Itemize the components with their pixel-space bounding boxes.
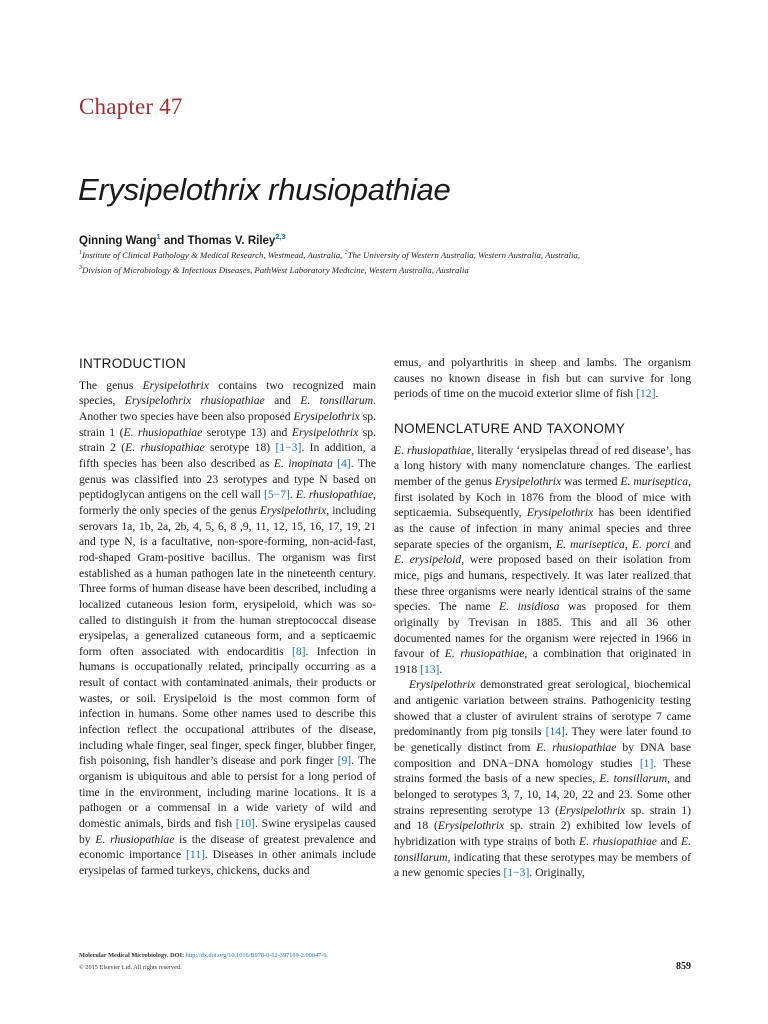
italic-term: E. muriseptica — [620, 474, 689, 488]
italic-term: E. erysipeloid — [394, 553, 462, 567]
text-run: sp. strain 1) and 18 ( — [394, 803, 691, 833]
right-column — [394, 355, 691, 881]
affiliation-marker[interactable]: 1 — [156, 232, 161, 241]
text-run: . — [655, 387, 659, 401]
citation-link[interactable]: [9] — [337, 754, 352, 768]
italic-term: Erysipelothrix — [494, 474, 562, 488]
nomenclature-body — [394, 443, 691, 881]
left-column — [79, 356, 376, 879]
text-run: . Diseases in other animals include erysipelas of farmed turkeys, chickens, ducks and — [79, 848, 376, 877]
italic-term: E. rhusiopathiae — [579, 835, 657, 849]
text-run: . The organism is ubiquitous and able to persist for a long period of time in the environment, including marine locations. It is a pathogen or a commensal in a wide variety of wild and domestic animals, birds and fish — [79, 754, 376, 831]
section-heading-nomenclature: NOMENCLATURE AND TAXONOMY — [394, 420, 626, 436]
text-run: demonstrated great serological, biochemical and antigenic variation between strains. Pathogenicity testing showed that a cluster of avirulent strains of serotype 7 came predominantly from pig tonsils — [394, 678, 691, 739]
text-run: . Swine erysipelas caused by — [79, 817, 376, 846]
italic-term: E. inopinata — [273, 456, 333, 470]
chapter-label: Chapter 47 — [79, 94, 183, 119]
footer-doi-link[interactable]: http://dx.doi.org/10.1016/B978-0-12-397169-2.00047-0 — [185, 952, 327, 959]
text-run: . Another two species have been also proposed — [79, 394, 376, 423]
text-run: . — [439, 662, 443, 676]
page-number: 859 — [676, 961, 691, 972]
text-run: , including serovars 1a, 1b, 2a, 2b, 4, 5, 6, 8 ,9, 11, 12, 15, 16, 17, 19, 21 and type N, is a facultative, non-spore-forming, non-acid-fast, rod-shaped Gram-positive bacillus. The organism was first established as a human pathogen late in the nineteenth century. Three forms of human disease have been described, including a localized cutaneous lesion form, erysipeloid, which was so-called to distinguish it from the human streptococcal disease erysipelas, a generalized cutaneous form, and a septicaemic form often associated with endocarditis — [79, 503, 376, 658]
affiliation-marker[interactable]: 2,3 — [275, 232, 286, 241]
text-run: . Infection in humans is occupationally related, principally occurring as a result of contact with contaminated animals, their products or wastes, or soil. Erysipeloid is the most common form of infection in humans. Some other names used to describe this infection reflect the occupational attributes of the disease, including whale finger, seal finger, speck finger, blubber finger, fish poisoning, fish handler’s disease and pork finger — [79, 644, 376, 768]
italic-term: Erysipelothrix — [259, 503, 327, 517]
italic-term: Erysipelothrix — [291, 425, 359, 439]
author-separator: and — [160, 234, 188, 247]
affiliation-line-1 — [79, 250, 580, 260]
footer-copyright: © 2015 Elsevier Ltd. All rights reserved. — [79, 964, 182, 971]
citation-link[interactable]: [11] — [186, 848, 205, 862]
citation-link[interactable]: [1−3] — [503, 866, 530, 880]
italic-term: E. tonsillarum — [394, 835, 691, 864]
text-run: was proposed for them originally by Trevisan in 1885. This and all 36 other documented names for the organism were rejected in 1966 in favour of — [394, 600, 691, 661]
italic-term: E. rhusiopathiae — [125, 441, 205, 455]
text-run: was termed — [561, 474, 621, 488]
citation-link[interactable]: [8] — [292, 644, 306, 658]
section-heading-introduction: INTRODUCTION — [79, 356, 187, 371]
italic-term: E. rhusiopathiae — [444, 647, 525, 661]
text-run: , and belonged to serotypes 3, 7, 10, 14, 20, 22 and 23. Some other strains representing serotype 13 ( — [394, 772, 691, 817]
text-run: , literally ‘erysipelas thread of red disease’, has a long history with many nomenclature changes. The earliest member of the genus — [394, 443, 691, 488]
text-run: by DNA base composition and DNA−DNA homology studies — [394, 741, 691, 770]
article-title: Erysipelothrix rhusiopathiae — [78, 172, 451, 207]
italic-term: E. porci — [631, 537, 671, 551]
text-run: . These strains formed the basis of a new species, — [394, 756, 691, 786]
text-run: . They were later found to be genetically distinct from — [394, 725, 691, 755]
text-run: serotype 18) — [204, 441, 276, 455]
citation-link[interactable]: [1−3] — [275, 441, 302, 455]
footer-journal: Molecular Medical Microbiology. DOI: — [79, 952, 186, 959]
italic-term: E. rhusiopathiae — [95, 832, 175, 846]
author-list — [79, 232, 286, 247]
italic-term: E. rhusiopathiae — [394, 443, 472, 457]
italic-term: E. insidiosa — [499, 600, 560, 614]
introduction-body — [79, 378, 376, 879]
text-run: contains two recognized main species, — [79, 378, 377, 408]
text-run: emus, and polyarthritis in sheep and lambs. The organism causes no known disease in fish but can survive for long periods of time on the mucoid exterior slime of fish — [394, 356, 691, 401]
citation-link[interactable]: [14] — [545, 725, 565, 739]
italic-term: E. tonsillarum — [599, 772, 668, 786]
text-run: has been identified as the cause of infection in many animal species and three separate species of the organism, — [394, 506, 691, 551]
citation-link[interactable]: [13] — [420, 662, 440, 676]
text-run: . — [289, 488, 296, 502]
italic-term: Erysipelothrix — [559, 803, 626, 817]
text-run: and — [656, 835, 682, 849]
citation-link[interactable]: [4] — [337, 456, 351, 470]
paragraph — [394, 677, 691, 881]
author-name: Qinning Wang — [79, 234, 157, 247]
citation-link[interactable]: [10] — [235, 817, 256, 831]
text-run: , formerly the only species of the genus — [79, 488, 376, 517]
text-run: Institute of Clinical Pathology & Medical Research, Westmead, Australia, — [82, 250, 345, 260]
text-run: , a combination that originated in 1918 — [394, 647, 691, 676]
citation-link[interactable]: [5−7] — [264, 488, 290, 502]
italic-term: E. muriseptica — [555, 537, 625, 551]
footer-citation — [79, 952, 326, 959]
text-run: and — [670, 537, 692, 551]
text-run: . The genus was classified into 23 serotypes and type N based on peptidoglycan antigens on the cell wall — [79, 456, 376, 502]
text-run: , — [624, 537, 632, 551]
text-run: , first isolated by Koch in 1876 from the blood of mice with septicaemia. Subsequently, — [394, 474, 691, 520]
italic-term: E. rhusiopathiae — [123, 425, 203, 439]
italic-term: E. rhusiopathiae — [536, 741, 617, 755]
text-run: , indicating that these serotypes may be members of a new genomic species — [394, 850, 691, 880]
superscript: 2 — [344, 250, 348, 257]
superscript: 3 — [79, 265, 82, 272]
text-run: The genus — [79, 378, 143, 392]
italic-term: Erysipelothrix — [409, 678, 476, 692]
text-run: and — [264, 394, 301, 408]
text-run: sp. strain 1 ( — [79, 409, 376, 439]
text-run: . In addition, a fifth species has been also described as — [79, 441, 376, 470]
text-run: serotype 13) and — [202, 425, 292, 439]
italic-term: Erysipelothrix — [437, 819, 505, 833]
affiliation-line-2 — [79, 265, 469, 275]
text-run: is the disease of greatest prevalence and economic importance — [79, 832, 376, 862]
text-run: The University of Western Australia, Western Australia, Australia, — [347, 250, 581, 260]
italic-term: Erysipelothrix — [293, 409, 360, 423]
italic-term: Erysipelothrix rhusiopathiae — [124, 394, 265, 408]
italic-term: Erysipelothrix — [526, 506, 594, 520]
citation-link[interactable]: [1] — [639, 756, 654, 770]
author-name: Thomas V. Riley — [187, 234, 276, 247]
italic-term: E. tonsillarum — [300, 394, 374, 408]
introduction-continued-paragraph — [394, 355, 691, 402]
text-run: sp. strain 2) exhibited low levels of hybridization with type strains of both — [394, 819, 691, 849]
superscript: 1 — [79, 250, 82, 257]
text-run: Division of Microbiology & Infectious Diseases, PathWest Laboratory Medicine, Western Australia, Australia — [82, 265, 469, 275]
text-run: sp. strain 2 ( — [79, 425, 377, 455]
paragraph — [394, 443, 691, 678]
text-run: . Originally, — [529, 866, 585, 880]
citation-link[interactable]: [12] — [636, 387, 656, 401]
italic-term: Erysipelothrix — [142, 378, 209, 392]
italic-term: E. rhusiopathiae — [295, 488, 374, 502]
paragraph — [79, 378, 376, 879]
text-run: , were proposed based on their isolation from mice, pigs and humans, respectively. It was later realized that these three organisms were nearly identical strains of the same species. The name — [394, 553, 691, 614]
